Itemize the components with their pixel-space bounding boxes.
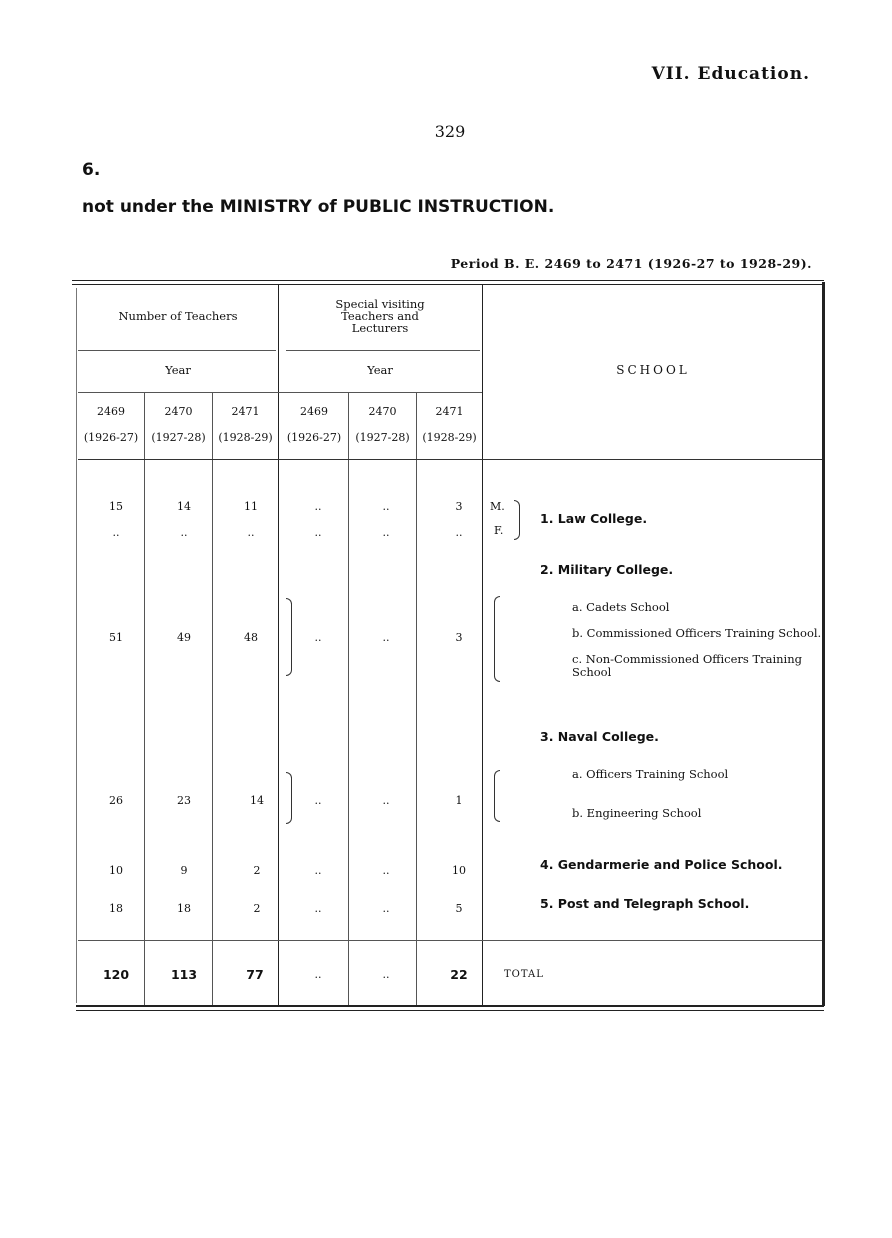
total-cell: .. xyxy=(314,968,322,981)
brace xyxy=(494,770,500,822)
total-label: TOTAL xyxy=(504,969,544,980)
cell: 15 xyxy=(109,500,123,513)
cell: 49 xyxy=(177,631,191,644)
cell: .. xyxy=(382,526,390,539)
cell: .. xyxy=(455,526,463,539)
cell: .. xyxy=(382,500,390,513)
chapter-title: VII. Education. xyxy=(651,64,810,84)
year-header-special: Year xyxy=(367,363,393,377)
page-number: 329 xyxy=(434,122,466,141)
brace xyxy=(286,772,292,824)
cell: .. xyxy=(382,794,390,807)
cell: 5 xyxy=(455,902,463,915)
military-sub-c: c. Non-Commissioned Officers Training School xyxy=(572,652,803,679)
cell: 14 xyxy=(250,794,264,807)
year-ad: (1926-27) xyxy=(83,431,139,444)
cell: 48 xyxy=(244,631,258,644)
school-naval: 3. Naval College. xyxy=(540,729,659,744)
cell: 3 xyxy=(455,500,463,513)
military-sub-a: a. Cadets School xyxy=(572,600,670,614)
special-header: Special visiting Teachers and Lecturers xyxy=(335,297,425,335)
cell: .. xyxy=(314,526,322,539)
year-ad: (1926-27) xyxy=(286,431,342,444)
cell: 3 xyxy=(455,631,463,644)
year-be: 2471 xyxy=(435,405,464,418)
year-ad: (1928-29) xyxy=(422,431,477,444)
school-gendarmerie: 4. Gendarmerie and Police School. xyxy=(540,857,783,872)
female-label: F. xyxy=(494,524,504,537)
cell: 51 xyxy=(109,631,123,644)
cell: 11 xyxy=(244,500,258,513)
cell: 1 xyxy=(455,794,463,807)
cell: 26 xyxy=(109,794,123,807)
cell: .. xyxy=(382,902,390,915)
year-be: 2471 xyxy=(231,405,260,418)
cell: 23 xyxy=(177,794,191,807)
year-be: 2470 xyxy=(368,405,397,418)
cell: .. xyxy=(314,500,322,513)
teachers-header: Number of Teachers xyxy=(118,309,238,323)
year-be: 2470 xyxy=(164,405,193,418)
cell: .. xyxy=(314,631,322,644)
year-ad: (1927-28) xyxy=(151,431,206,444)
cell: .. xyxy=(382,631,390,644)
year-be: 2469 xyxy=(97,405,125,418)
naval-sub-b: b. Engineering School xyxy=(572,806,702,820)
cell: .. xyxy=(247,526,255,539)
cell: .. xyxy=(314,864,322,877)
cell: 14 xyxy=(177,500,191,513)
year-ad: (1927-28) xyxy=(355,431,410,444)
brace xyxy=(514,500,520,540)
cell: 2 xyxy=(253,902,261,915)
cell: 10 xyxy=(452,864,466,877)
cell: 2 xyxy=(253,864,261,877)
total-cell: 77 xyxy=(246,967,264,982)
year-be: 2469 xyxy=(300,405,328,418)
cell: 18 xyxy=(109,902,123,915)
military-sub-b: b. Commissioned Officers Training School. xyxy=(572,626,822,640)
brace xyxy=(494,596,500,682)
brace xyxy=(286,598,292,676)
school-law: 1. Law College. xyxy=(540,511,648,526)
cell: .. xyxy=(382,864,390,877)
cell: 9 xyxy=(180,864,188,877)
total-cell: 22 xyxy=(450,967,468,982)
section-heading: not under the MINISTRY of PUBLIC INSTRUCTION. xyxy=(82,197,555,217)
section-number: 6. xyxy=(82,160,101,180)
year-header-teachers: Year xyxy=(165,363,191,377)
total-cell: .. xyxy=(382,968,390,981)
period-caption: Period B. E. 2469 to 2471 (1926-27 to 1928-29). xyxy=(450,256,812,271)
cell: 10 xyxy=(109,864,123,877)
cell: .. xyxy=(112,526,120,539)
total-cell: 113 xyxy=(170,967,198,982)
cell: .. xyxy=(314,794,322,807)
cell: .. xyxy=(314,902,322,915)
naval-sub-a: a. Officers Training School xyxy=(572,767,729,781)
male-label: M. xyxy=(490,500,505,513)
cell: 18 xyxy=(177,902,191,915)
cell: .. xyxy=(180,526,188,539)
school-header: SCHOOL xyxy=(616,363,690,377)
total-cell: 120 xyxy=(102,967,130,982)
school-military: 2. Military College. xyxy=(540,562,674,577)
school-post: 5. Post and Telegraph School. xyxy=(540,896,750,911)
year-ad: (1928-29) xyxy=(218,431,273,444)
